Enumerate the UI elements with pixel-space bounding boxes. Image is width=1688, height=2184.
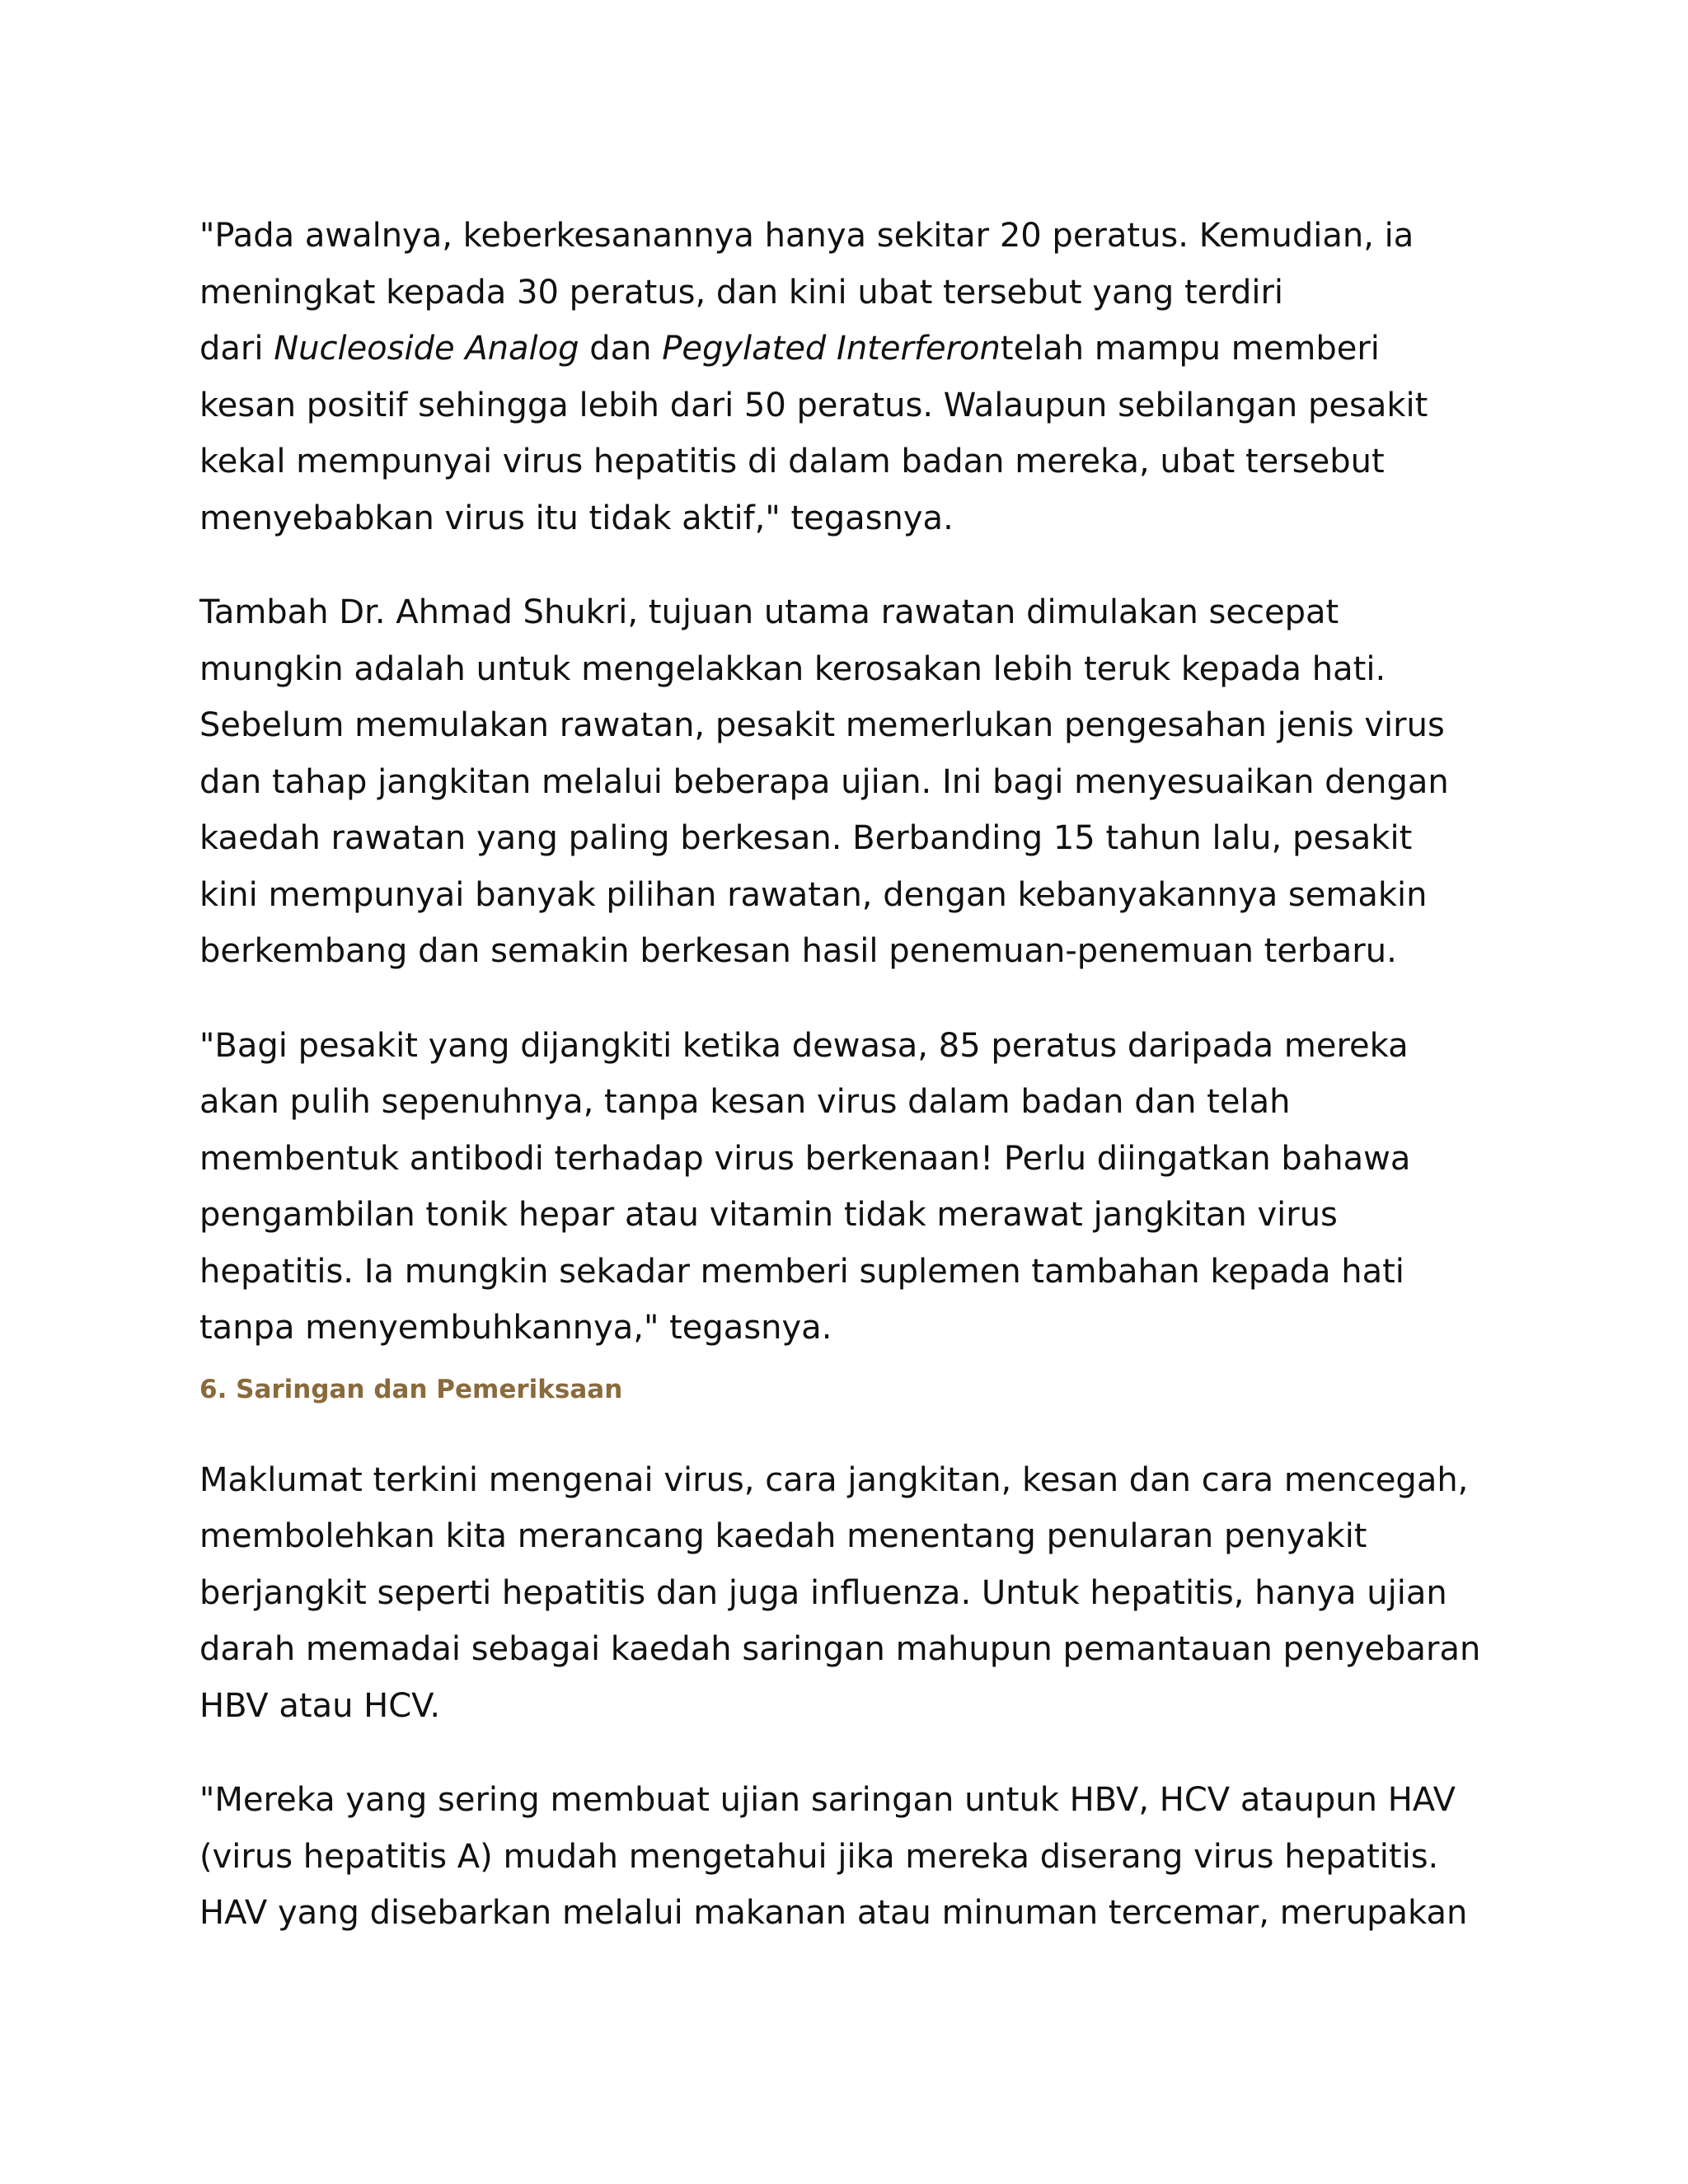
- text-line: pengambilan tonik hepar atau vitamin tidak merawat jangkitan virus: [199, 1196, 1338, 1234]
- text-line: hepatitis. Ia mungkin sekadar memberi suplemen tambahan kepada hati: [199, 1252, 1404, 1291]
- text-run: dan: [579, 330, 663, 368]
- text-line: berkembang dan semakin berkesan hasil penemuan-penemuan terbaru.: [199, 932, 1397, 970]
- text-line: [199, 321, 1518, 377]
- paragraph-spacer: [199, 980, 1518, 1018]
- paragraph-5: [199, 1772, 1518, 1942]
- heading-spacer-bottom: [199, 1406, 1518, 1452]
- heading-spacer-top: [199, 1357, 1518, 1373]
- text-line: "Mereka yang sering membuat ujian saringan untuk HBV, HCV ataupun HAV: [199, 1781, 1456, 1819]
- text-line: Sebelum memulakan rawatan, pesakit memerlukan pengesahan jenis virus: [199, 706, 1445, 744]
- text-run: dari: [199, 330, 274, 368]
- paragraph-4: [199, 1452, 1518, 1735]
- text-line: akan pulih sepenuhnya, tanpa kesan virus dalam badan dan telah: [199, 1083, 1291, 1121]
- text-line: kini mempunyai banyak pilihan rawatan, dengan kebanyakannya semakin: [199, 875, 1428, 914]
- text-line: HBV atau HCV.: [199, 1686, 441, 1725]
- text-line: "Pada awalnya, keberkesanannya hanya sekitar 20 peratus. Kemudian, ia: [199, 217, 1414, 255]
- text-line: membolehkan kita merancang kaedah menentang penularan penyakit: [199, 1517, 1367, 1555]
- text-line: darah memadai sebagai kaedah saringan mahupun pemantauan penyebaran: [199, 1630, 1481, 1668]
- text-line: berjangkit seperti hepatitis dan juga influenza. Untuk hepatitis, hanya ujian: [199, 1573, 1447, 1612]
- text-line: kekal mempunyai virus hepatitis di dalam badan mereka, ubat tersebut: [199, 443, 1385, 480]
- text-line: HAV yang disebarkan melalui makanan atau minuman tercemar, merupakan: [199, 1894, 1468, 1932]
- section-heading: 6. Saringan dan Pemeriksaan: [199, 1374, 623, 1404]
- text-line: dan tahap jangkitan melalui beberapa ujian. Ini bagi menyesuaikan dengan: [199, 762, 1449, 801]
- paragraph-3: [199, 1018, 1518, 1357]
- text-line: Maklumat terkini mengenai virus, cara jangkitan, kesan dan cara mencegah,: [199, 1460, 1469, 1499]
- text-line: "Bagi pesakit yang dijangkiti ketika dewasa, 85 peratus daripada mereka: [199, 1026, 1409, 1065]
- text-line: kaedah rawatan yang paling berkesan. Berbanding 15 tahun lalu, pesakit: [199, 819, 1413, 857]
- text-line: Tambah Dr. Ahmad Shukri, tujuan utama rawatan dimulakan secepat: [199, 593, 1339, 631]
- italic-term-nucleoside-analog: Nucleoside Analog: [274, 330, 579, 368]
- paragraph-spacer: [199, 1734, 1518, 1772]
- text-line: (virus hepatitis A) mudah mengetahui jika mereka diserang virus hepatitis.: [199, 1837, 1439, 1876]
- italic-term-pegylated-interferon: Pegylated Interferon: [662, 330, 1001, 368]
- paragraph-2: [199, 584, 1518, 980]
- text-run: telah mampu memberi: [1000, 330, 1380, 368]
- text-line: meningkat kepada 30 peratus, dan kini ubat tersebut yang terdiri: [199, 273, 1284, 312]
- text-line: menyebabkan virus itu tidak aktif," tegasnya.: [199, 499, 954, 537]
- text-line: membentuk antibodi terhadap virus berkenaan! Perlu diingatkan bahawa: [199, 1139, 1411, 1178]
- paragraph-1: [199, 208, 1518, 546]
- document-page: [199, 208, 1518, 1942]
- paragraph-spacer: [199, 546, 1518, 584]
- text-line: mungkin adalah untuk mengelakkan kerosakan lebih teruk kepada hati.: [199, 649, 1386, 688]
- text-line: tanpa menyembuhkannya," tegasnya.: [199, 1309, 832, 1347]
- text-line: kesan positif sehingga lebih dari 50 peratus. Walaupun sebilangan pesakit: [199, 386, 1428, 424]
